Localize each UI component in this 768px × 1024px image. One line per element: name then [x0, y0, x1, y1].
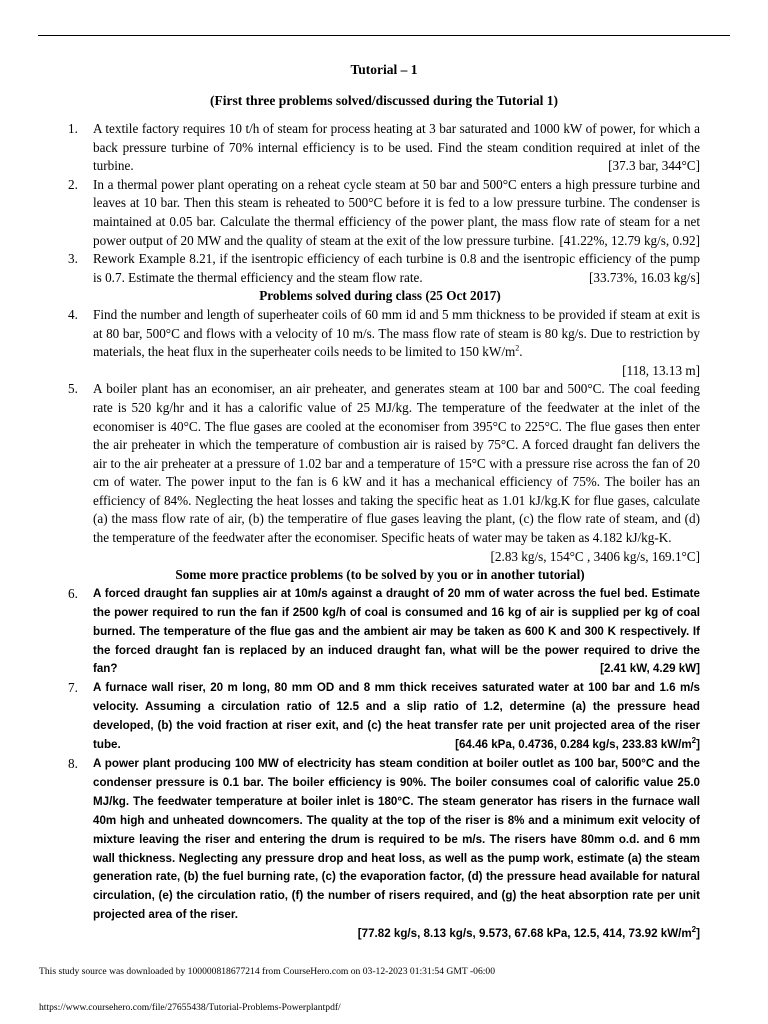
problem-text: Find the number and length of superheater coils of 60 mm id and 5 mm thickness to be provided if steam at exit is at 80 bar, 500°C and flows with a velocity of 10 m/s. The mass flow rate of steam is 80 kg/s. Due to restriction by materials, the heat flux in the superheater coils needs to be limited to 150 kW/m	[93, 306, 700, 360]
problem-6	[60, 585, 700, 680]
problem-text: Rework Example 8.21, if the isentropic efficiency of each turbine is 0.8 and the isentropic efficiency of the pump is 0.7. Estimate the thermal efficiency and the steam flow rate.	[93, 251, 700, 285]
section-heading-practice: Some more practice problems (to be solved by you or in another tutorial)	[175, 567, 585, 583]
problem-number: 6.	[68, 585, 78, 601]
problem-number: 2.	[68, 176, 78, 192]
problem-number: 1.	[68, 121, 78, 136]
superscript: 2	[515, 343, 520, 353]
superscript: 2	[691, 736, 697, 746]
problem-1	[60, 120, 700, 176]
answer-end: ]	[696, 927, 700, 941]
problem-8	[60, 755, 700, 944]
problem-4	[60, 306, 700, 380]
problem-5	[60, 380, 700, 566]
problem-answer: [118, 13.13 m]	[622, 362, 700, 378]
problem-number: 8.	[68, 756, 78, 771]
download-notice: This study source was downloaded by 100000818677214 from CourseHero.com on 03-12-2023 01:31:54 GMT -06:00	[39, 966, 496, 977]
problem-2	[60, 176, 700, 250]
page-subtitle: (First three problems solved/discussed during the Tutorial 1)	[210, 93, 558, 108]
problem-answer: [37.3 bar, 344°C]	[608, 158, 700, 174]
answer-text: [64.46 kPa, 0.4736, 0.284 kg/s, 233.83 kW/m	[455, 738, 692, 752]
superscript: 2	[691, 925, 697, 935]
section-heading-class: Problems solved during class (25 Oct 2017)	[259, 288, 501, 304]
top-rule	[38, 35, 730, 36]
problem-text-end: .	[519, 344, 523, 360]
problem-answer	[93, 925, 700, 944]
source-url-link[interactable]: https://www.coursehero.com/file/27655438/Tutorial-Problems-Powerplantpdf/	[39, 1002, 341, 1013]
problem-number: 3.	[68, 251, 78, 267]
page-title: Tutorial – 1	[350, 62, 418, 77]
problem-7	[60, 679, 700, 755]
problem-text: A textile factory requires 10 t/h of steam for process heating at 3 bar saturated and 1000 kW of power, for which a back pressure turbine of 70% internal efficiency is to be used. Find the steam condition required at inlet of the turbine.	[93, 121, 700, 174]
problem-text: A forced draught fan supplies air at 10m/s against a draught of 20 mm of water across the fuel bed. Estimate the power required to run the fan if 2500 kg/h of coal is consumed and 16 kg of air is supplied per kg of coal burned. The temperature of the flue gas and the ambient air may be taken as 600 K and 300 K respectively. If the forced draught fan is replaced by an induced draught fan, what will be the power required to drive the fan?	[93, 586, 700, 676]
problem-answer	[455, 736, 700, 755]
problem-answer: [33.73%, 16.03 kg/s]	[589, 269, 700, 285]
answer-end: ]	[696, 738, 700, 752]
problem-text: In a thermal power plant operating on a reheat cycle steam at 50 bar and 500°C enters a high pressure turbine and leaves at 10 bar. Then this steam is reheated to 500°C before it is fed to a low pressure turbine. The condenser is maintained at 0.05 bar. Calculate the thermal efficiency of the power plant, the mass flow rate of steam for a net power output of 20 MW and the quality of steam at the exit of the low pressure turbine.	[93, 176, 700, 248]
problem-text: A boiler plant has an economiser, an air preheater, and generates steam at 100 bar and 500°C. The coal feeding rate is 520 kg/hr and it has a calorific value of 25 MJ/kg. The temperature of the feedwater at the inlet of the economiser is 40°C. The flue gases are cooled at the economiser from 395°C to 225°C. The flue gases then enter the air preheater in which the temperature of combustion air is raised by 75°C. A forced draught fan delivers the air to the air preheater at a pressure of 1.02 bar and a temperature of 15°C with a pressure rise across the fan of 20 cm of water. The power input to the fan is 6 kW and it has a mechanical efficiency of 75%. The boiler has an efficiency of 84%. Neglecting the heat losses and taking the specific heat as 1.01 kJ/kg.K for flue gases, calculate (a) the mass flow rate of air, (b) the temperatire of flue gases leaving the plant, (c) the flow rate of steam, and (d) the temperature of the feedwater after the economiser. Specific heats of water may be taken as 4.182 kJ/kg-K.	[93, 381, 700, 546]
answer-text: [77.82 kg/s, 8.13 kg/s, 9.573, 67.68 kPa, 12.5, 414, 73.92 kW/m	[357, 927, 692, 941]
problem-text: A furnace wall riser, 20 m long, 80 mm OD and 8 mm thick receives saturated water at 100 bar and 1.6 m/s velocity. Assuming a circulation ratio of 12.5 and a slip ratio of 1.2, determine (a) the pressure head developed, (b) the void fraction at riser exit, and (c) the heat transfer rate per unit projected area of the riser tube.	[93, 681, 700, 752]
problem-3	[60, 250, 700, 287]
problem-number: 4.	[68, 306, 78, 322]
problem-answer: [2.41 kW, 4.29 kW]	[600, 662, 700, 676]
problem-text: A power plant producing 100 MW of electricity has steam condition at boiler outlet as 100 bar, 500°C and the condenser pressure is 0.1 bar. The boiler efficiency is 90%. The boiler consumes coal of calorific value 25.0 MJ/kg. The feedwater temperature at boiler inlet is 180°C. The steam generator has risers in the furnace wall 40m high and unheated downcomers. The quality at the top of the riser is 8% and a minimum exit velocity of mixture leaving the riser and entering the drum is required to be m/s. The risers have 80mm o.d. and 6 mm wall thickness. Neglecting any pressure drop and heat loss, as well as the pump work, estimate (a) the steam generation rate, (b) the fuel burning rate, (c) the evaporation factor, (d) the pressure head available for natural circulation, (e) the circulation ratio, (f) the number of risers required, and (g) the heat absorption rate per unit projected area of the riser.	[93, 757, 700, 922]
problem-number: 7.	[68, 680, 78, 696]
problem-answer: [41.22%, 12.79 kg/s, 0.92]	[559, 232, 700, 248]
problem-number: 5.	[68, 381, 78, 397]
problem-answer: [2.83 kg/s, 154°C , 3406 kg/s, 169.1°C]	[490, 548, 700, 564]
